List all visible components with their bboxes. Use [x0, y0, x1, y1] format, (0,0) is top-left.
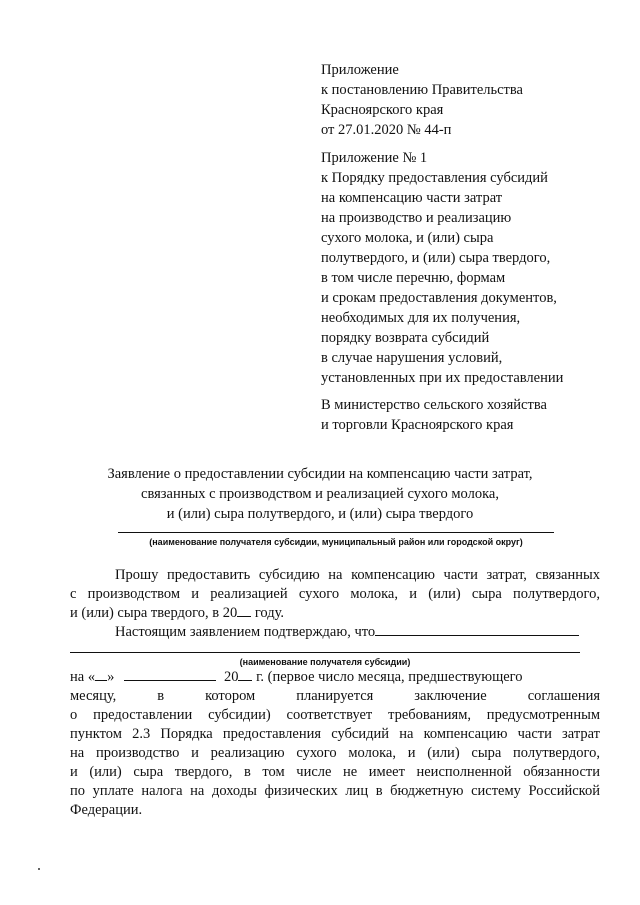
- word: в: [157, 688, 165, 704]
- appendix-header: [321, 60, 523, 140]
- appendix-1-line: на компенсацию части затрат: [321, 190, 503, 206]
- conditions-line: по уплате налога на доходы физических лиц в бюджетную систему Российской: [70, 783, 600, 799]
- word: планируется: [296, 688, 374, 704]
- title-line: и (или) сыра полутвердого, и (или) сыра твердого: [166, 506, 474, 522]
- appendix-1-line: установленных при их предоставлении: [321, 370, 564, 386]
- recipient-district-caption: (наименование получателя субсидии, муниципальный район или городской округ): [149, 537, 523, 547]
- word: котором: [205, 688, 256, 704]
- conditions-line: на производство и реализацию сухого молока, и (или) сыра полутвердого,: [70, 745, 600, 761]
- scan-speck: [38, 868, 40, 870]
- conditions-line: пунктом 2.3 Порядка предоставления субсидий на компенсацию части затрат: [70, 726, 600, 742]
- appendix-1-line: и срокам предоставления документов,: [321, 290, 557, 306]
- appendix-header-line: Приложение: [321, 62, 399, 78]
- word: месяцу,: [70, 688, 117, 704]
- appendix-1-header: [321, 148, 563, 388]
- request-line: с производством и реализацией сухого молока, и (или) сыра полутвердого,: [70, 586, 600, 602]
- conditions-line: [70, 687, 600, 706]
- appendix-1-line: необходимых для их получения,: [321, 310, 521, 326]
- date-close-quote: »: [107, 669, 115, 685]
- confirm-line: [70, 623, 600, 642]
- appendix-1-line: порядку возврата субсидий: [321, 330, 490, 346]
- month-blank[interactable]: [124, 668, 216, 681]
- conditions-paragraph: [70, 668, 600, 820]
- appendix-1-line: Приложение № 1: [321, 150, 428, 166]
- recipient-caption: (наименование получателя субсидии): [239, 657, 411, 667]
- appendix-header-line: Красноярского края: [321, 102, 444, 118]
- appendix-1-line: на производство и реализацию: [321, 210, 512, 226]
- title-line: связанных с производством и реализацией сухого молока,: [141, 486, 499, 502]
- date-explanation: г. (первое число месяца, предшествующего: [252, 669, 523, 685]
- appendix-header-line: от 27.01.2020 № 44-п: [321, 122, 452, 138]
- recipient-name-blank[interactable]: [375, 623, 579, 636]
- addressee-line: В министерство сельского хозяйства: [321, 397, 547, 413]
- appendix-1-line: к Порядку предоставления субсидий: [321, 170, 548, 186]
- date-year-blank[interactable]: [238, 668, 252, 681]
- word: заключение: [414, 688, 487, 704]
- appendix-1-line: полутвердого, и (или) сыра твердого,: [321, 250, 551, 266]
- conditions-line: и (или) сыра твердого, в том числе не имеет неисполненной обязанности: [70, 764, 600, 780]
- recipient-district-field-line[interactable]: [118, 532, 554, 533]
- appendix-1-line: в том числе перечню, формам: [321, 270, 506, 286]
- appendix-1-line: в случае нарушения условий,: [321, 350, 503, 366]
- recipient-field-line[interactable]: [70, 652, 580, 653]
- request-year-suffix: году.: [251, 605, 285, 621]
- appendix-1-line: сухого молока, и (или) сыра: [321, 230, 494, 246]
- day-blank[interactable]: [95, 668, 107, 681]
- conditions-line: [70, 668, 600, 687]
- conditions-line: о предоставлении субсидии) соответствует требованиям, предусмотренным: [70, 707, 600, 723]
- word: соглашения: [527, 688, 601, 704]
- confirm-paragraph: [70, 623, 600, 642]
- request-line: [70, 604, 600, 623]
- conditions-line: Федерации.: [70, 802, 143, 818]
- date-open-quote: на «: [70, 669, 96, 685]
- document-title: [60, 464, 580, 524]
- addressee-line: и торговли Красноярского края: [321, 417, 514, 433]
- confirm-text: Настоящим заявлением подтверждаю, что: [115, 624, 376, 640]
- addressee: [321, 395, 547, 435]
- title-line: Заявление о предоставлении субсидии на компенсацию части затрат,: [107, 466, 533, 482]
- request-year-prefix: и (или) сыра твердого, в 20: [70, 605, 238, 621]
- year-blank[interactable]: [237, 604, 251, 617]
- request-line: Прошу предоставить субсидию на компенсацию части затрат, связанных: [115, 567, 600, 583]
- date-year-prefix: 20: [223, 669, 239, 685]
- request-paragraph: [70, 566, 600, 623]
- appendix-header-line: к постановлению Правительства: [321, 82, 523, 98]
